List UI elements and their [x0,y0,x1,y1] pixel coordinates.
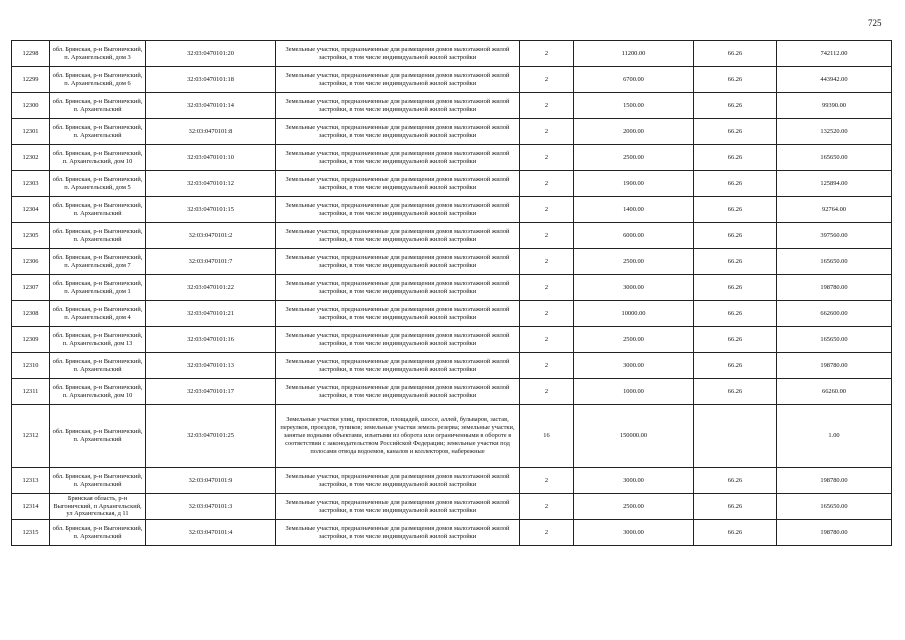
permitted-use-cell: Земельные участки, предназначенные для размещения домов малоэтажной жилой застройки, в том числе индивидуальной жилой застройки [276,520,520,546]
cadastral-value-cell: 198780.00 [777,275,892,301]
permitted-use-cell: Земельные участки, предназначенные для размещения домов малоэтажной жилой застройки, в том числе индивидуальной жилой застройки [276,327,520,353]
use-group-cell: 2 [520,249,574,275]
area-cell: 2500.00 [574,145,694,171]
specific-value-cell: 66.26 [694,468,777,494]
specific-value-cell: 66.26 [694,275,777,301]
specific-value-cell: 66.26 [694,119,777,145]
use-group-cell: 2 [520,327,574,353]
specific-value-cell: 66.26 [694,41,777,67]
table-row [12,197,892,223]
specific-value-cell: 66.26 [694,494,777,520]
address-cell: обл. Брянская, р-н Выгоничский, п. Архангельский, дом 4 [50,301,146,327]
permitted-use-cell: Земельные участки, предназначенные для размещения домов малоэтажной жилой застройки, в том числе индивидуальной жилой застройки [276,379,520,405]
permitted-use-cell: Земельные участки, предназначенные для размещения домов малоэтажной жилой застройки, в том числе индивидуальной жилой застройки [276,223,520,249]
cadastral-number-cell: 32:03:0470101:22 [146,275,276,301]
cadastral-number-cell: 32:03:0470101:15 [146,197,276,223]
permitted-use-cell: Земельные участки, предназначенные для размещения домов малоэтажной жилой застройки, в том числе индивидуальной жилой застройки [276,119,520,145]
area-cell: 2500.00 [574,494,694,520]
cadastral-value-cell: 99390.00 [777,93,892,119]
cadastral-number-cell: 32:03:0470101:2 [146,223,276,249]
row-number: 12300 [12,93,50,119]
area-cell: 150000.00 [574,405,694,468]
row-number: 12313 [12,468,50,494]
address-cell: обл. Брянская, р-н Выгоничский, п. Архангельский, дом 3 [50,41,146,67]
row-number: 12305 [12,223,50,249]
address-cell: обл. Брянская, р-н Выгоничский, п. Архангельский [50,197,146,223]
row-number: 12311 [12,379,50,405]
permitted-use-cell: Земельные участки, предназначенные для размещения домов малоэтажной жилой застройки, в том числе индивидуальной жилой застройки [276,468,520,494]
use-group-cell: 2 [520,41,574,67]
permitted-use-cell: Земельные участки, предназначенные для размещения домов малоэтажной жилой застройки, в том числе индивидуальной жилой застройки [276,93,520,119]
area-cell: 3000.00 [574,275,694,301]
address-cell: обл. Брянская, р-н Выгоничский, п. Архангельский [50,119,146,145]
use-group-cell: 2 [520,494,574,520]
permitted-use-cell: Земельные участки, предназначенные для размещения домов малоэтажной жилой застройки, в том числе индивидуальной жилой застройки [276,171,520,197]
permitted-use-cell: Земельные участки, предназначенные для размещения домов малоэтажной жилой застройки, в том числе индивидуальной жилой застройки [276,197,520,223]
table-row [12,145,892,171]
area-cell: 3000.00 [574,520,694,546]
area-cell: 3000.00 [574,353,694,379]
row-number: 12315 [12,520,50,546]
table-row [12,301,892,327]
cadastral-value-cell: 742112.00 [777,41,892,67]
permitted-use-cell: Земельные участки, предназначенные для размещения домов малоэтажной жилой застройки, в том числе индивидуальной жилой застройки [276,249,520,275]
row-number: 12307 [12,275,50,301]
table-row [12,520,892,546]
cadastral-number-cell: 32:03:0470101:4 [146,520,276,546]
address-cell: обл. Брянская, р-н Выгоничский, п. Архангельский, дом 10 [50,145,146,171]
specific-value-cell [694,405,777,468]
use-group-cell: 2 [520,353,574,379]
area-cell: 1000.00 [574,379,694,405]
address-cell: обл. Брянская, р-н Выгоничский, п. Архангельский, дом 5 [50,171,146,197]
area-cell: 3000.00 [574,468,694,494]
use-group-cell: 2 [520,119,574,145]
address-cell: обл. Брянская, р-н Выгоничский, п. Архангельский, дом 1 [50,275,146,301]
cadastral-number-cell: 32:03:0470101:7 [146,249,276,275]
permitted-use-cell: Земельные участки, предназначенные для размещения домов малоэтажной жилой застройки, в том числе индивидуальной жилой застройки [276,41,520,67]
table-row [12,223,892,249]
row-number: 12308 [12,301,50,327]
permitted-use-cell: Земельные участки, предназначенные для размещения домов малоэтажной жилой застройки, в том числе индивидуальной жилой застройки [276,145,520,171]
specific-value-cell: 66.26 [694,520,777,546]
cadastral-number-cell: 32:03:0470101:14 [146,93,276,119]
cadastral-value-cell: 198780.00 [777,520,892,546]
area-cell: 2000.00 [574,119,694,145]
cadastral-value-cell: 66260.00 [777,379,892,405]
cadastral-value-cell: 662600.00 [777,301,892,327]
use-group-cell: 2 [520,468,574,494]
address-cell: обл. Брянская, р-н Выгоничский, п. Архангельский, дом 10 [50,379,146,405]
row-number: 12314 [12,494,50,520]
row-number: 12309 [12,327,50,353]
use-group-cell: 2 [520,223,574,249]
row-number: 12310 [12,353,50,379]
use-group-cell: 2 [520,171,574,197]
area-cell: 6700.00 [574,67,694,93]
cadastral-number-cell: 32:03:0470101:12 [146,171,276,197]
cadastral-value-cell: 198780.00 [777,353,892,379]
cadastral-value-cell: 92764.00 [777,197,892,223]
cadastral-value-cell: 125894.00 [777,171,892,197]
cadastral-value-cell: 198780.00 [777,468,892,494]
specific-value-cell: 66.26 [694,93,777,119]
area-cell: 1400.00 [574,197,694,223]
use-group-cell: 16 [520,405,574,468]
specific-value-cell: 66.26 [694,67,777,93]
permitted-use-cell: Земельные участки, предназначенные для размещения домов малоэтажной жилой застройки, в том числе индивидуальной жилой застройки [276,275,520,301]
use-group-cell: 2 [520,67,574,93]
area-cell: 2500.00 [574,327,694,353]
address-cell: обл. Брянская, р-н Выгоничский, п. Архангельский [50,353,146,379]
table-row [12,67,892,93]
row-number: 12302 [12,145,50,171]
table-row [12,171,892,197]
use-group-cell: 2 [520,93,574,119]
cadastral-number-cell: 32:03:0470101:17 [146,379,276,405]
page-number: 725 [868,18,882,28]
use-group-cell: 2 [520,197,574,223]
address-cell: обл. Брянская, р-н Выгоничский, п. Архангельский, дом 7 [50,249,146,275]
use-group-cell: 2 [520,520,574,546]
specific-value-cell: 66.26 [694,171,777,197]
row-number: 12303 [12,171,50,197]
cadastral-number-cell: 32:03:0470101:9 [146,468,276,494]
table-row [12,494,892,520]
row-number: 12312 [12,405,50,468]
cadastral-number-cell: 32:03:0470101:25 [146,405,276,468]
permitted-use-cell: Земельные участки, предназначенные для размещения домов малоэтажной жилой застройки, в том числе индивидуальной жилой застройки [276,67,520,93]
area-cell: 11200.00 [574,41,694,67]
table-body [12,41,892,546]
use-group-cell: 2 [520,145,574,171]
use-group-cell: 2 [520,275,574,301]
table-row [12,119,892,145]
specific-value-cell: 66.26 [694,301,777,327]
row-number: 12304 [12,197,50,223]
cadastral-value-cell: 165650.00 [777,327,892,353]
cadastral-number-cell: 32:03:0470101:3 [146,494,276,520]
row-number: 12306 [12,249,50,275]
table-row [12,353,892,379]
table-row [12,327,892,353]
address-cell: обл. Брянская, р-н Выгоничский, п. Архангельский [50,520,146,546]
address-cell: обл. Брянская, р-н Выгоничский, п. Архангельский [50,468,146,494]
cadastral-value-cell: 165650.00 [777,494,892,520]
address-cell: обл. Брянская, р-н Выгоничский, п. Архангельский, дом 13 [50,327,146,353]
permitted-use-cell: Земельные участки, предназначенные для размещения домов малоэтажной жилой застройки, в том числе индивидуальной жилой застройки [276,494,520,520]
cadastral-value-cell: 132520.00 [777,119,892,145]
address-cell: обл. Брянская, р-н Выгоничский, п. Архангельский [50,405,146,468]
address-cell: обл. Брянская, р-н Выгоничский, п. Архангельский [50,223,146,249]
address-cell: Брянская область, р-н Выгоничский, п Архангельский, ул Архангельская, д 11 [50,494,146,520]
table-row [12,249,892,275]
permitted-use-cell: Земельные участки, предназначенные для размещения домов малоэтажной жилой застройки, в том числе индивидуальной жилой застройки [276,353,520,379]
use-group-cell: 2 [520,379,574,405]
row-number: 12298 [12,41,50,67]
area-cell: 10000.00 [574,301,694,327]
specific-value-cell: 66.26 [694,353,777,379]
row-number: 12299 [12,67,50,93]
table-row [12,275,892,301]
table-row [12,93,892,119]
specific-value-cell: 66.26 [694,379,777,405]
cadastral-value-cell: 1.00 [777,405,892,468]
cadastral-number-cell: 32:03:0470101:18 [146,67,276,93]
area-cell: 2500.00 [574,249,694,275]
area-cell: 6000.00 [574,223,694,249]
cadastral-value-cell: 443942.00 [777,67,892,93]
specific-value-cell: 66.26 [694,145,777,171]
cadastral-number-cell: 32:03:0470101:21 [146,301,276,327]
specific-value-cell: 66.26 [694,249,777,275]
row-number: 12301 [12,119,50,145]
use-group-cell: 2 [520,301,574,327]
table-row [12,41,892,67]
permitted-use-cell: Земельные участки, предназначенные для размещения домов малоэтажной жилой застройки, в том числе индивидуальной жилой застройки [276,301,520,327]
land-plot-table [11,40,892,546]
specific-value-cell: 66.26 [694,197,777,223]
table-row [12,379,892,405]
cadastral-number-cell: 32:03:0470101:10 [146,145,276,171]
cadastral-value-cell: 165650.00 [777,145,892,171]
specific-value-cell: 66.26 [694,327,777,353]
address-cell: обл. Брянская, р-н Выгоничский, п. Архангельский, дом 6 [50,67,146,93]
specific-value-cell: 66.26 [694,223,777,249]
cadastral-value-cell: 165650.00 [777,249,892,275]
area-cell: 1900.00 [574,171,694,197]
cadastral-number-cell: 32:03:0470101:13 [146,353,276,379]
table-row [12,468,892,494]
table-row [12,405,892,468]
cadastral-number-cell: 32:03:0470101:16 [146,327,276,353]
cadastral-number-cell: 32:03:0470101:20 [146,41,276,67]
cadastral-value-cell: 397560.00 [777,223,892,249]
area-cell: 1500.00 [574,93,694,119]
address-cell: обл. Брянская, р-н Выгоничский, п. Архангельский [50,93,146,119]
cadastral-number-cell: 32:03:0470101:8 [146,119,276,145]
permitted-use-cell: Земельные участки улиц, проспектов, площадей, шоссе, аллей, бульваров, застав, переулков, проездов, тупиков; земельные участки земель резерва; земельные участки, занятые водными объектами, изъятыми из оборота или ограниченными в обороте в соответствии с законодательством Российской Федерации; земельные участки под полосами отвода водоемов, каналов и коллекторов, набережные [276,405,520,468]
